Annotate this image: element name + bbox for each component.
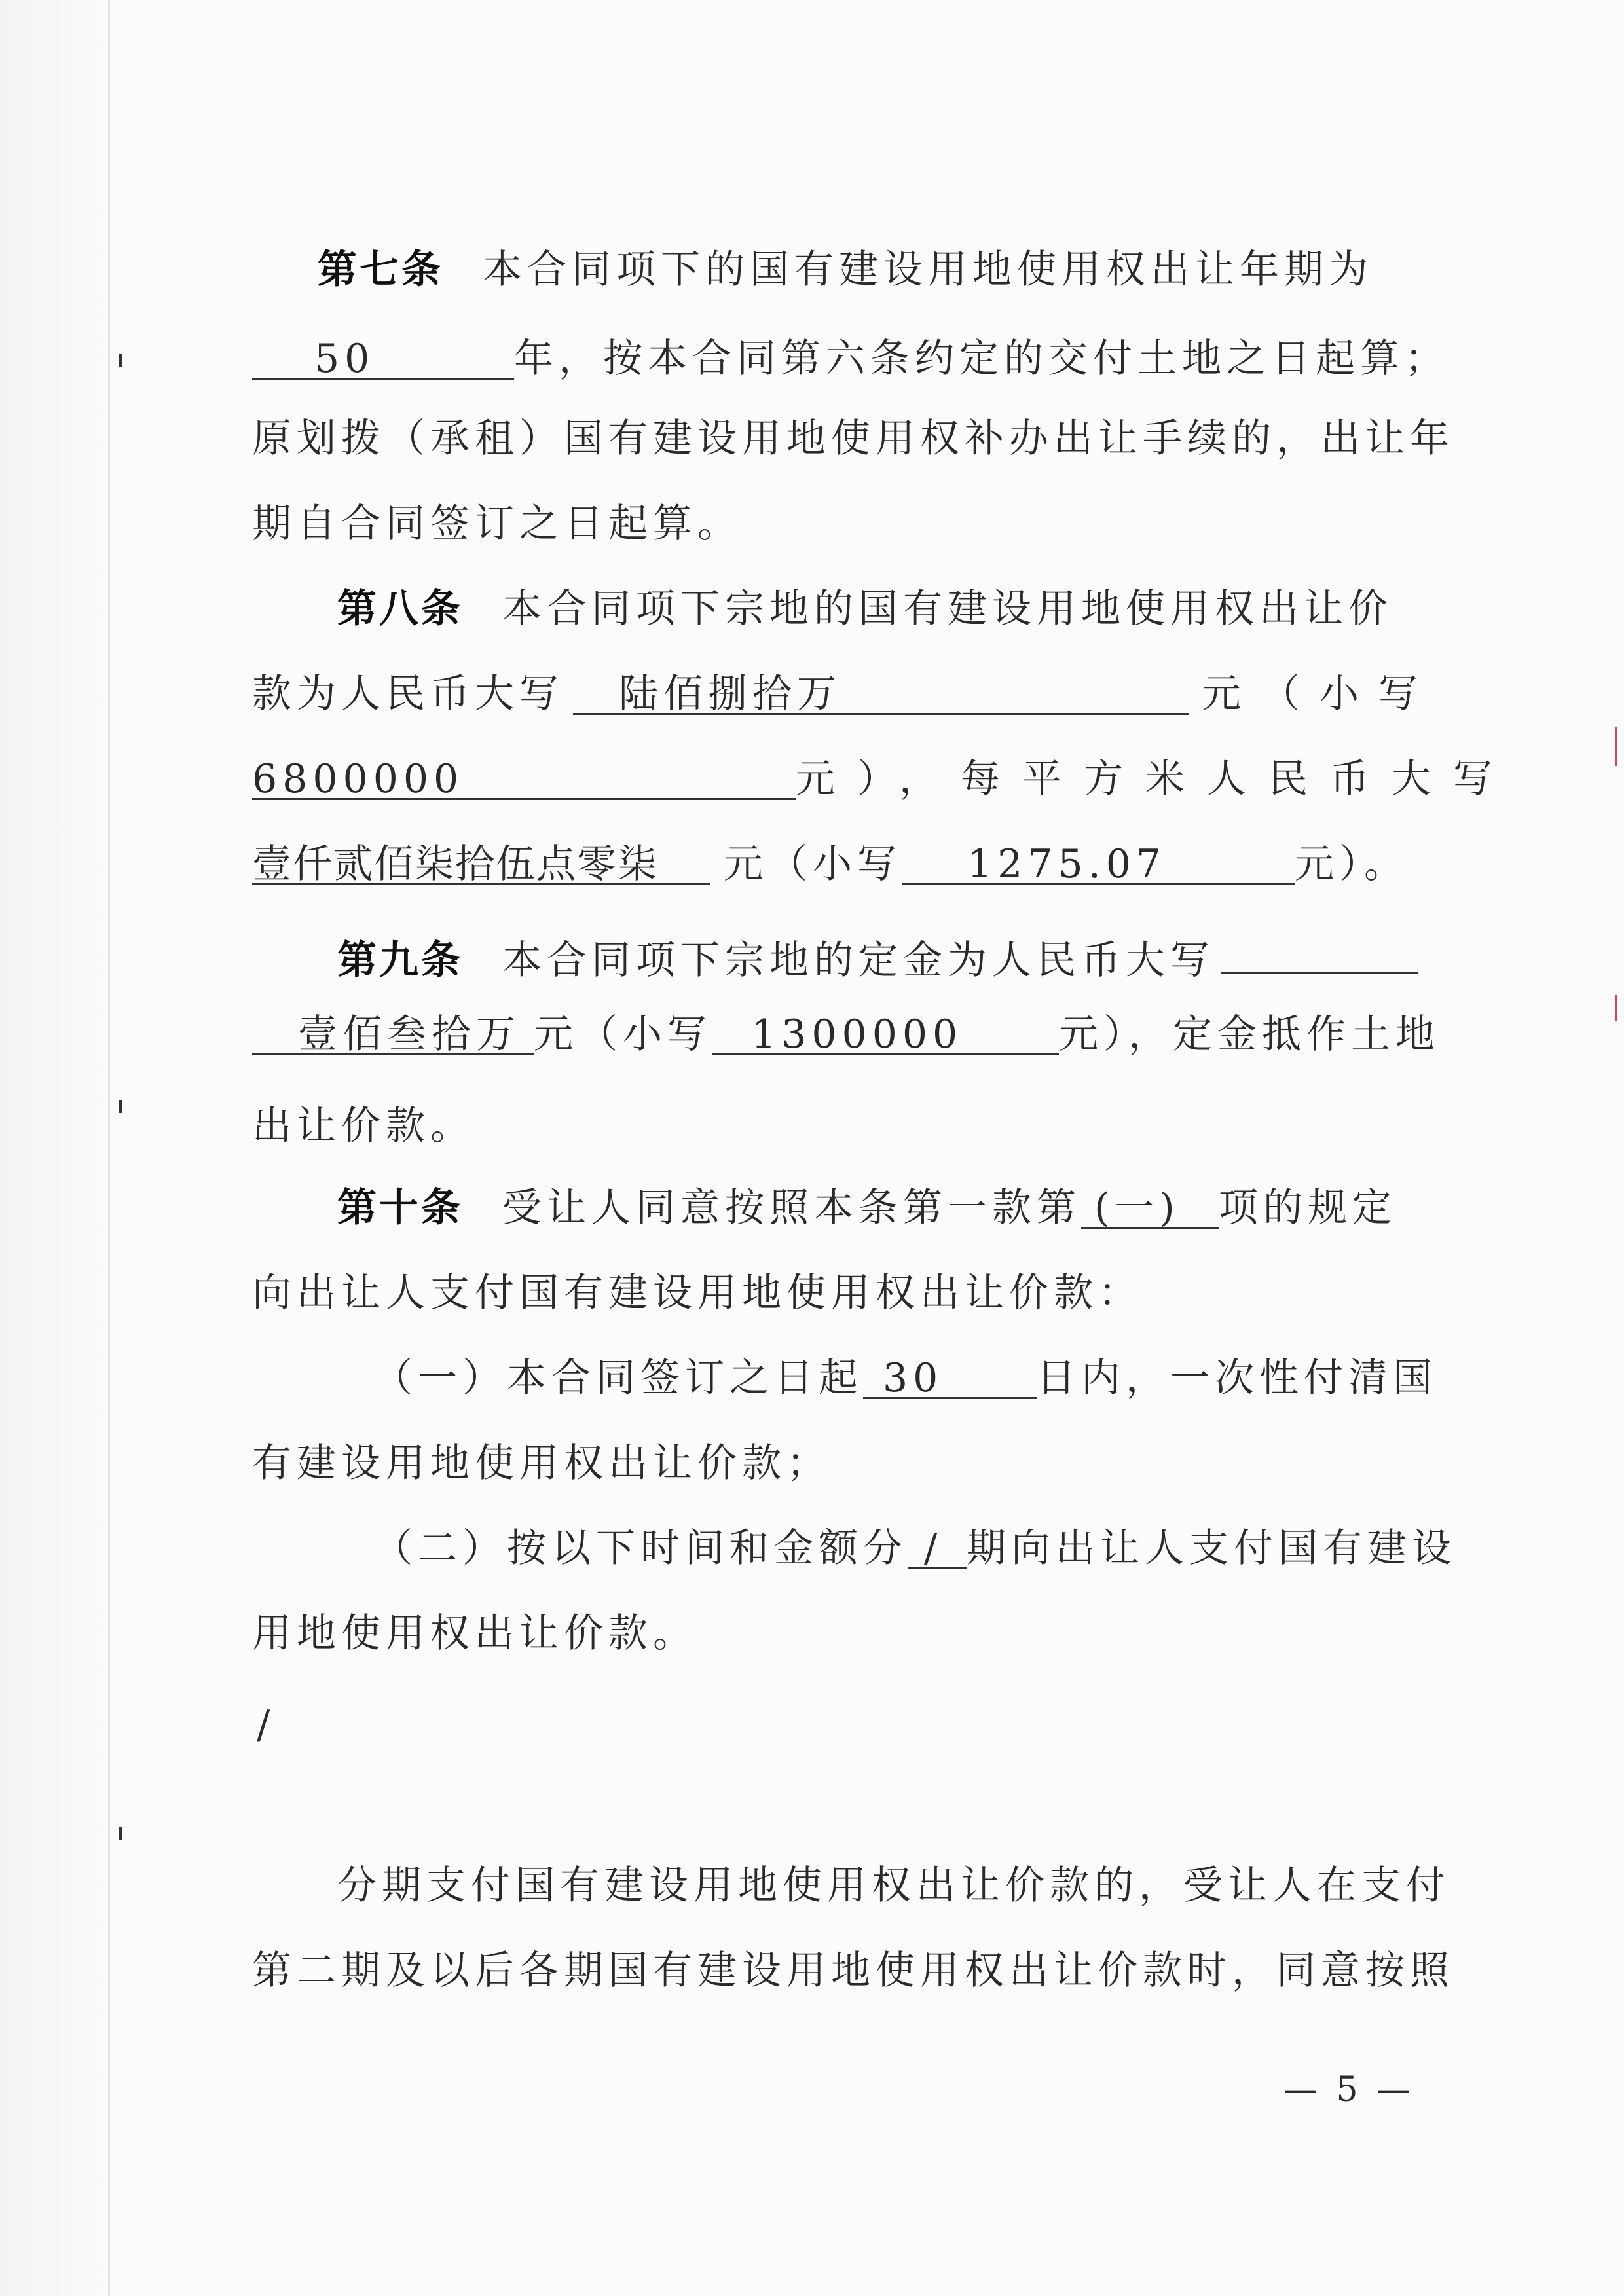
- article10-item1: [252, 1355, 1437, 1401]
- sqm-price-upper: 壹仟贰佰柒拾伍点零柒: [252, 845, 710, 885]
- article8-text: 元），每平方米人民币大写: [796, 756, 1515, 802]
- installment-text: 分期支付国有建设用地使用权出让价款的，受让人在支付: [337, 1863, 1450, 1908]
- article9-heading: 第九条: [337, 938, 463, 983]
- article7-line3: 原划拨（承租）国有建设用地使用权补办出让手续的，出让年: [252, 416, 1454, 462]
- article9-line1: [252, 931, 1411, 983]
- article10-text: 受让人同意按照本条第一款第: [502, 1185, 1081, 1231]
- article9-text: 本合同项下宗地的定金为人民币大写: [502, 938, 1215, 983]
- article10-item2-cont: 用地使用权出让价款。: [252, 1611, 697, 1656]
- article10-text: （二）按以下时间和金额分: [373, 1525, 908, 1571]
- article10-line1: [252, 1185, 1411, 1231]
- article8-text: 元（小写: [1202, 671, 1437, 717]
- article10-text: 项的规定: [1219, 1185, 1397, 1231]
- article7-line4: 期自合同签订之日起算。: [252, 501, 742, 547]
- article9-line3: 出让价款。: [252, 1103, 475, 1149]
- page-fold: [108, 0, 110, 2296]
- page-number: — 5 —: [1283, 2070, 1415, 2109]
- article8-line3: [252, 756, 1515, 802]
- article8-text: 本合同项下宗地的国有建设用地使用权出让价: [502, 586, 1393, 632]
- article8-text: 款为人民币大写: [252, 671, 564, 717]
- total-price-lower: 6800000: [252, 759, 796, 800]
- red-edge-mark: [1615, 727, 1617, 766]
- binding-tick: [119, 354, 122, 367]
- article10-text: 日内，一次性付清国: [1037, 1355, 1437, 1401]
- article8-line1: [252, 586, 1411, 632]
- article9-text: 元（小写: [534, 1011, 712, 1057]
- years-field: 50: [252, 339, 514, 380]
- binding-tick: [119, 1827, 122, 1840]
- article8-text: 元）。: [1295, 841, 1409, 887]
- article7-line1: [252, 247, 1411, 293]
- binding-tick: [119, 1100, 122, 1113]
- article7-line2: [252, 336, 1449, 382]
- article10-item2: [252, 1525, 1456, 1571]
- article10-text: （一）本合同签订之日起: [373, 1355, 863, 1401]
- sqm-price-lower: 1275.07: [902, 845, 1295, 885]
- payment-days: 30: [863, 1358, 1037, 1399]
- article7-text: 本合同项下的国有建设用地使用权出让年期为: [483, 247, 1373, 293]
- installment-line1: [252, 1863, 1450, 1908]
- article8-line2: [252, 671, 1437, 717]
- installment-periods: /: [908, 1529, 967, 1569]
- article10-text: 期向出让人支付国有建设: [967, 1525, 1456, 1571]
- schedule-slash: /: [257, 1702, 270, 1748]
- deposit-blank: [1221, 931, 1418, 974]
- deposit-lower: 1300000: [712, 1015, 1059, 1055]
- article10-item1-cont: 有建设用地使用权出让价款；: [252, 1440, 831, 1486]
- article10-heading: 第十条: [337, 1185, 463, 1231]
- article9-line2: [252, 1011, 1440, 1057]
- article7-heading: 第七条: [318, 247, 443, 293]
- article8-line4: [252, 841, 1411, 887]
- red-edge-mark: [1615, 995, 1617, 1021]
- deposit-upper: 壹佰叁拾万: [252, 1015, 534, 1055]
- article8-text: 元（小写: [724, 841, 902, 887]
- total-price-upper: 陆佰捌拾万: [573, 674, 1189, 715]
- installment-line2: 第二期及以后各期国有建设用地使用权出让价款时，同意按照: [252, 1948, 1454, 1994]
- scan-gutter: [0, 0, 108, 2296]
- payment-option: (一): [1081, 1188, 1219, 1229]
- article8-heading: 第八条: [337, 586, 463, 632]
- article10-line2: 向出让人支付国有建设用地使用权出让价款：: [252, 1270, 1143, 1316]
- article9-text: 元），定金抵作土地: [1059, 1011, 1440, 1057]
- article7-text: 年，按本合同第六条约定的交付土地之日起算；: [514, 336, 1449, 382]
